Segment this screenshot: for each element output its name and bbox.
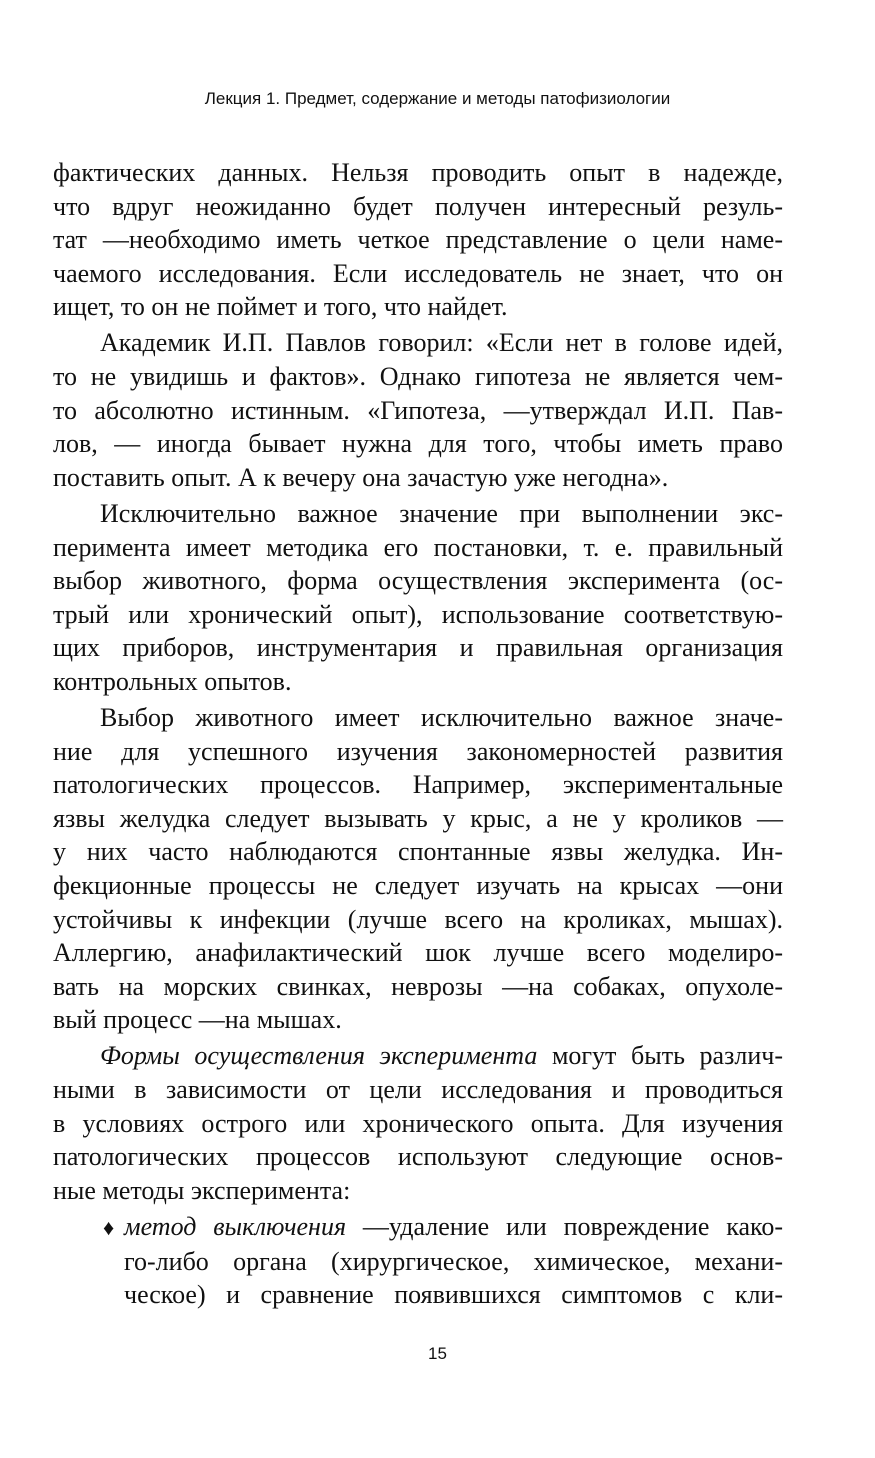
text-line: устойчивы к инфекции (лучше всего на кроликах, мышах). — [53, 904, 783, 934]
text-line: Выбор животного имеет исключительно важное значе- — [100, 703, 783, 732]
text-line: ищет, то он не поймет и того, что найдет. — [53, 292, 508, 322]
text-fragment: могут быть различ- — [537, 1041, 783, 1071]
text-line: патологических процессов используют следующие основ- — [53, 1142, 783, 1172]
text-line: то абсолютно истинным. «Гипотеза, —утверждал И.П. Пав- — [53, 395, 783, 425]
paragraph — [53, 326, 783, 494]
italic-term: метод выключения — [124, 1211, 347, 1241]
paragraph — [53, 156, 783, 324]
text-line: ные методы эксперимента: — [53, 1175, 351, 1205]
text-line: ными в зависимости от цели исследования и проводиться — [53, 1075, 783, 1105]
italic-term: Формы осуществления эксперимента — [100, 1041, 538, 1071]
text-line: трый или хронический опыт), использование соответствую- — [53, 599, 783, 629]
text-line: Исключительно важное значение при выполнении экс- — [100, 498, 783, 528]
text-line — [53, 1039, 783, 1073]
text-line: поставить опыт. А к вечеру она зачастую уже негодна». — [53, 462, 669, 492]
text-line: чаемого исследования. Если исследователь не знает, что он — [53, 258, 783, 288]
text-line: вать на морских свинках, неврозы —на собаках, опухоле- — [53, 971, 783, 1001]
text-line — [53, 1210, 783, 1245]
text-line: контрольных опытов. — [53, 666, 292, 696]
paragraph — [53, 497, 783, 699]
text-line: ние для успешного изучения закономерностей развития — [53, 736, 783, 766]
paragraph — [53, 1039, 783, 1207]
text-line: перимента имеет методика его постановки, т. е. правильный — [53, 532, 783, 562]
text-line: фекционные процессы не следует изучать на крысах —они — [53, 870, 783, 900]
text-line: язвы желудка следует вызывать у крыс, а не у кроликов — — [53, 803, 783, 833]
text-line: вый процесс —на мышах. — [53, 1005, 342, 1035]
page-body — [53, 156, 783, 1312]
text-line: в условиях острого или хронического опыта. Для изучения — [53, 1108, 783, 1138]
diamond-bullet-icon: ♦ — [103, 1214, 115, 1240]
text-line: ческое) и сравнение появившихся симптомов с кли- — [124, 1280, 783, 1310]
text-line: Академик И.П. Павлов говорил: «Если нет в голове идей, — [100, 328, 783, 358]
text-line: у них часто наблюдаются спонтанные язвы желудка. Ин- — [53, 837, 783, 867]
text-line: го-либо органа (хирургическое, химическое, механи- — [124, 1246, 783, 1276]
text-line: патологических процессов. Например, экспериментальные — [53, 770, 783, 800]
text-line: тат —необходимо иметь четкое представление о цели наме- — [53, 225, 783, 255]
page-number: 15 — [428, 1344, 447, 1363]
text-line: лов, — иногда бывает нужна для того, чтобы иметь право — [53, 429, 783, 459]
running-header: Лекция 1. Предмет, содержание и методы патофизиологии — [204, 89, 671, 108]
bullet-list-item — [53, 1210, 783, 1312]
paragraph — [53, 701, 783, 1037]
text-line: фактических данных. Нельзя проводить опыт в надежде, — [53, 158, 783, 187]
text-line: щих приборов, инструментария и правильная организация — [53, 633, 783, 663]
text-line: Аллергию, анафилактический шок лучше всего моделиро- — [53, 938, 783, 968]
text-line: выбор животного, форма осуществления эксперимента (ос- — [53, 566, 783, 596]
text-fragment: —удаление или повреждение како- — [346, 1211, 783, 1241]
text-line: что вдруг неожиданно будет получен интересный резуль- — [53, 191, 783, 221]
text-line: то не увидишь и фактов». Однако гипотеза не является чем- — [53, 362, 783, 392]
